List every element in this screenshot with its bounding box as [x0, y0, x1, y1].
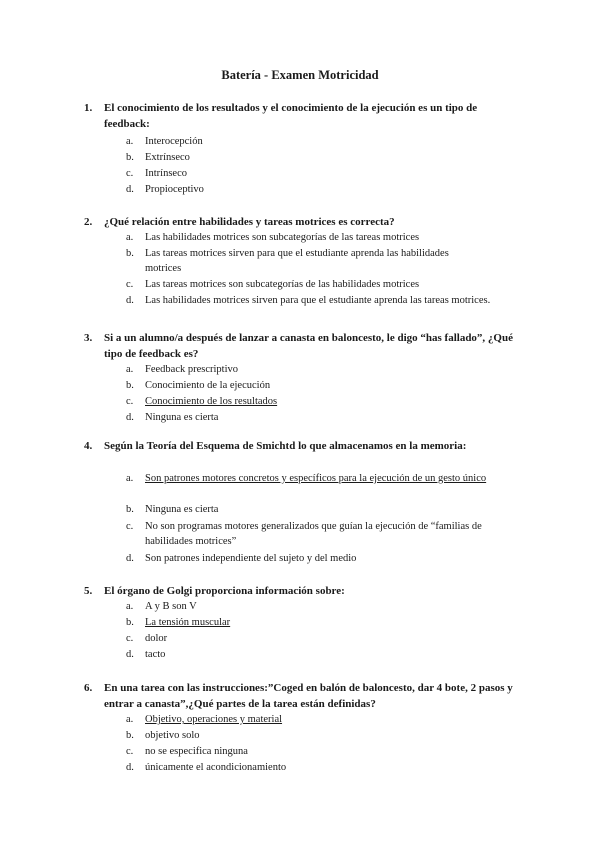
- option-3b: [126, 378, 506, 393]
- option-text: Conocimiento de los resultados: [145, 396, 278, 407]
- option-text: únicamente el acondicionamiento: [145, 762, 287, 773]
- option-text: Objetivo, operaciones y material: [145, 714, 283, 725]
- option-letter: a.: [126, 714, 134, 725]
- question-5: [84, 583, 518, 599]
- option-6a: [126, 712, 506, 727]
- option-2b: [126, 246, 456, 276]
- option-text: Ninguna es cierta: [145, 504, 219, 515]
- option-letter: c.: [126, 633, 134, 644]
- option-5d: [126, 647, 506, 662]
- option-text: tacto: [145, 649, 166, 660]
- option-text: Las habilidades motrices son subcategorías de las tareas motrices: [145, 232, 420, 243]
- option-1d: [126, 182, 506, 197]
- option-text: No son programas motores generalizados que guían la ejecución de “familias de habilidades motrices”: [145, 521, 482, 547]
- option-text: Feedback prescriptivo: [145, 364, 239, 375]
- option-4b: [126, 502, 506, 517]
- question-text: El órgano de Golgi proporciona información sobre:: [104, 585, 345, 597]
- option-6c: [126, 744, 506, 759]
- option-letter: a.: [126, 601, 134, 612]
- option-letter: b.: [126, 152, 134, 163]
- option-5c: [126, 631, 506, 646]
- option-4c: [126, 519, 511, 549]
- option-letter: d.: [126, 295, 134, 306]
- option-text: dolor: [145, 633, 168, 644]
- option-letter: b.: [126, 730, 134, 741]
- question-number: 2.: [84, 216, 93, 228]
- option-letter: d.: [126, 553, 134, 564]
- option-3d: [126, 410, 506, 425]
- option-letter: b.: [126, 380, 134, 391]
- option-2d: [126, 293, 506, 308]
- option-text: Las tareas motrices sirven para que el estudiante aprenda las habilidades motrices: [145, 248, 449, 274]
- option-text: Las tareas motrices son subcategorías de las habilidades motrices: [145, 279, 420, 290]
- document-title: Batería - Examen Motricidad: [221, 68, 379, 82]
- option-6b: [126, 728, 506, 743]
- question-text: En una tarea con las instrucciones:”Coged en balón de baloncesto, dar 4 bote, 2 pasos y entrar a canasta”,¿Qué partes de la tarea están definidas?: [104, 682, 513, 710]
- option-letter: c.: [126, 279, 134, 290]
- option-text: Extrínseco: [145, 152, 190, 163]
- question-number: 4.: [84, 440, 93, 452]
- option-text: Conocimiento de la ejecución: [145, 380, 271, 391]
- option-text: Son patrones independiente del sujeto y del medio: [145, 553, 357, 564]
- option-3a: [126, 362, 506, 377]
- option-letter: d.: [126, 762, 134, 773]
- question-number: 6.: [84, 682, 93, 694]
- option-letter: d.: [126, 649, 134, 660]
- option-letter: a.: [126, 473, 134, 484]
- question-number: 3.: [84, 332, 93, 344]
- question-4: [84, 438, 488, 454]
- option-1b: [126, 150, 506, 165]
- question-number: 5.: [84, 585, 93, 597]
- option-text: La tensión muscular: [145, 617, 231, 628]
- option-letter: b.: [126, 248, 134, 259]
- option-4d: [126, 551, 506, 566]
- option-letter: a.: [126, 364, 134, 375]
- option-letter: b.: [126, 617, 134, 628]
- option-text: A y B son V: [145, 601, 197, 612]
- question-3: [84, 330, 518, 362]
- option-letter: c.: [126, 396, 134, 407]
- option-text: Interocepción: [145, 136, 203, 147]
- question-text: Si a un alumno/a después de lanzar a canasta en baloncesto, le digo “has fallado”, ¿Qué tipo de feedback es?: [104, 332, 513, 360]
- question-text: Según la Teoría del Esquema de Smichtd lo que almacenamos en la memoria:: [104, 440, 467, 452]
- option-text: Propioceptivo: [145, 184, 204, 195]
- question-1: [84, 100, 518, 132]
- option-text: Las habilidades motrices sirven para que el estudiante aprenda las tareas motrices.: [145, 295, 491, 306]
- option-6d: [126, 760, 506, 775]
- option-letter: d.: [126, 184, 134, 195]
- option-letter: c.: [126, 521, 134, 532]
- option-text: Son patrones motores concretos y específicos para la ejecución de un gesto único: [145, 473, 487, 484]
- option-text: objetivo solo: [145, 730, 200, 741]
- option-3c: [126, 394, 506, 409]
- option-letter: d.: [126, 412, 134, 423]
- option-4a: [126, 471, 506, 486]
- option-2a: [126, 230, 506, 245]
- question-text: ¿Qué relación entre habilidades y tareas motrices es correcta?: [104, 216, 395, 228]
- question-2: [84, 214, 518, 230]
- option-letter: b.: [126, 504, 134, 515]
- option-letter: a.: [126, 232, 134, 243]
- option-letter: c.: [126, 746, 134, 757]
- option-1c: [126, 166, 506, 181]
- question-text: El conocimiento de los resultados y el conocimiento de la ejecución es un tipo de feedback:: [104, 102, 478, 130]
- option-5b: [126, 615, 506, 630]
- question-6: [84, 680, 518, 712]
- option-text: Ninguna es cierta: [145, 412, 219, 423]
- option-text: no se especifica ninguna: [145, 746, 248, 757]
- option-1a: [126, 134, 506, 149]
- option-letter: a.: [126, 136, 134, 147]
- option-text: Intrínseco: [145, 168, 187, 179]
- question-number: 1.: [84, 102, 93, 114]
- option-2c: [126, 277, 506, 292]
- option-5a: [126, 599, 506, 614]
- option-letter: c.: [126, 168, 134, 179]
